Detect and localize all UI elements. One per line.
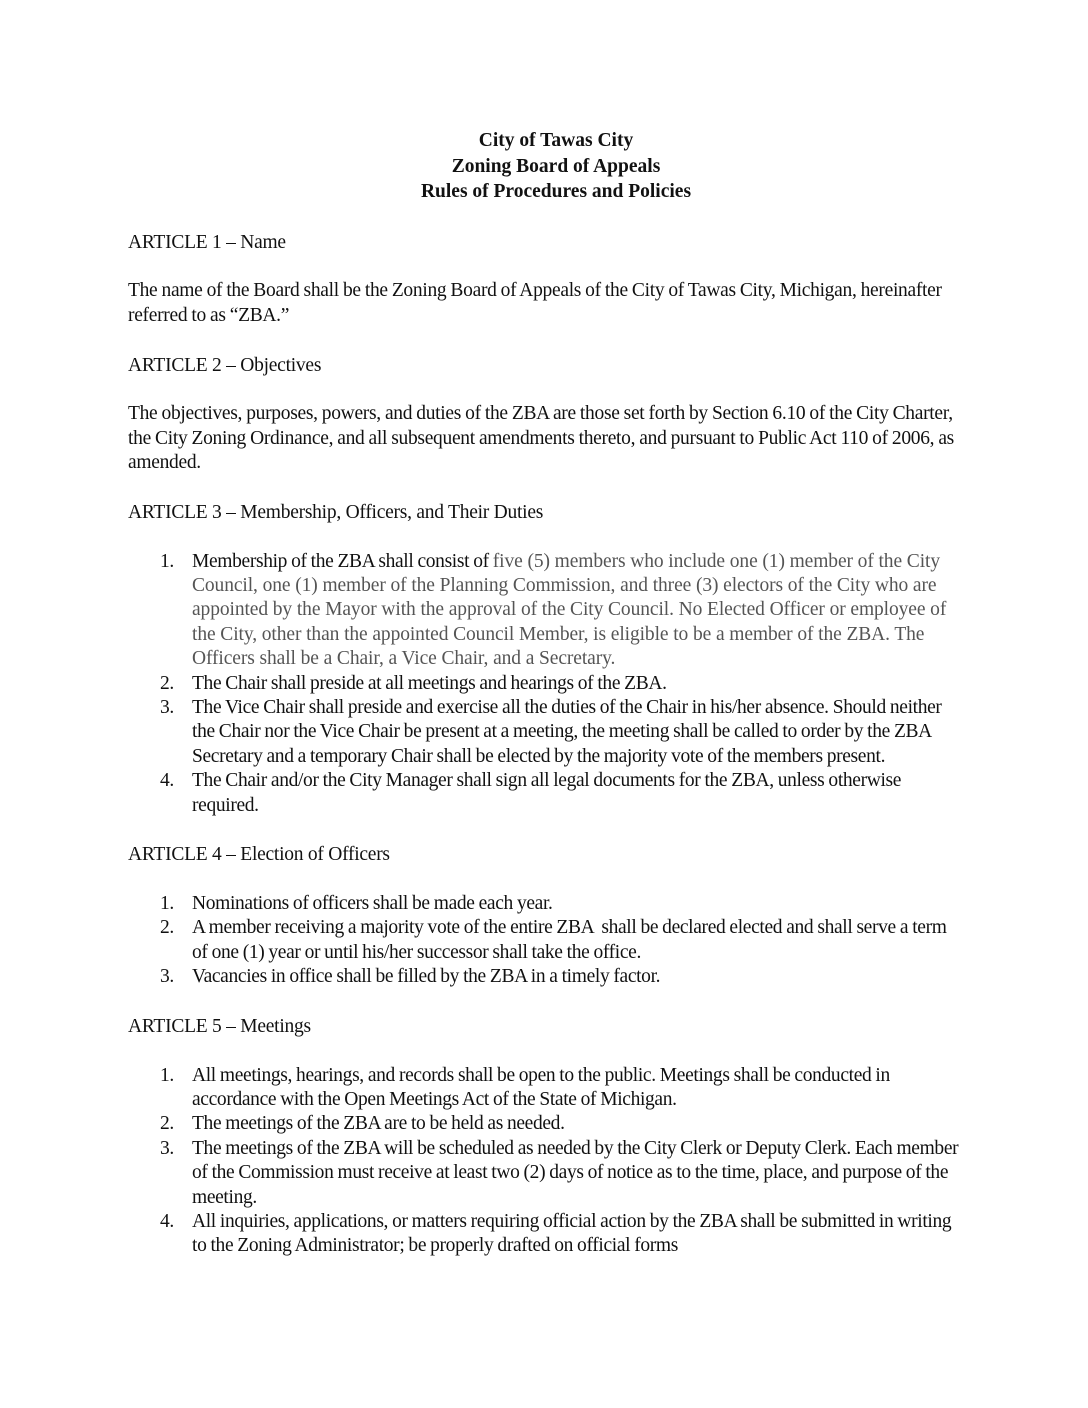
list-number: 2.	[160, 672, 174, 694]
article-3	[128, 500, 964, 818]
article-heading: ARTICLE 4 – Election of Officers	[128, 844, 390, 866]
list-number: 1.	[160, 892, 174, 914]
document-page	[128, 128, 964, 1283]
list-number: 2.	[160, 1113, 174, 1135]
article-4	[128, 842, 964, 989]
list-text: The Chair and/or the City Manager shall sign all legal documents for the ZBA, unless otherwise required.	[192, 770, 902, 816]
article-paragraph: The objectives, purposes, powers, and duties of the ZBA are those set forth by Section 6.10 of the City Charter, the City Zoning Ordinance, and all subsequent amendments thereto, and pursuant to Public Act 110 of 2006, as amended.	[128, 403, 954, 473]
list-number: 1.	[160, 1064, 174, 1086]
list-text: The meetings of the ZBA are to be held as needed.	[192, 1113, 565, 1135]
list-item	[128, 1210, 964, 1259]
list-item	[128, 769, 964, 818]
list-item	[128, 672, 964, 696]
article-heading: ARTICLE 1 – Name	[128, 231, 286, 253]
list-text-dark: Membership of the ZBA shall consist of	[192, 550, 493, 572]
article-list	[128, 550, 964, 818]
article-list	[128, 1064, 964, 1259]
list-text: The meetings of the ZBA will be scheduled as needed by the City Clerk or Deputy Clerk. Each member of the Commission must receive at least two (2) days of notice as to the time, place, and purpose of the meeting.	[192, 1137, 959, 1208]
list-number: 4.	[160, 1211, 174, 1233]
title-line-board: Zoning Board of Appeals	[451, 155, 661, 177]
title-line-rules: Rules of Procedures and Policies	[420, 181, 692, 202]
article-paragraph: The name of the Board shall be the Zoning Board of Appeals of the City of Tawas City, Michigan, hereinafter referred to as “ZBA.”	[128, 280, 942, 326]
list-text: All inquiries, applications, or matters requiring official action by the ZBA shall be submitted in writing to the Zoning Administrator; be properly drafted on official forms	[192, 1211, 952, 1257]
list-number: 1.	[160, 550, 174, 572]
article-1	[128, 230, 964, 329]
list-item	[128, 550, 964, 672]
list-item	[128, 965, 964, 989]
list-item	[128, 1137, 964, 1210]
list-text: The Vice Chair shall preside and exercise all the duties of the Chair in his/her absence. Should neither the Chair nor the Vice Chair be present at a meeting, the meeting shall be called to order by the ZBA Secretary and a temporary Chair shall be elected by the majority vote of the members present.	[192, 696, 942, 767]
list-item	[128, 696, 964, 769]
document-title	[128, 128, 964, 205]
list-text: A member receiving a majority vote of the entire ZBA shall be declared elected and shall serve a term of one (1) year or until his/her successor shall take the office.	[192, 917, 951, 963]
list-item	[128, 1112, 964, 1136]
title-line-city: City of Tawas City	[478, 130, 634, 151]
list-number: 4.	[160, 770, 174, 792]
list-number: 3.	[160, 966, 174, 988]
list-number: 2.	[160, 917, 174, 939]
article-heading: ARTICLE 5 – Meetings	[128, 1016, 311, 1038]
list-text: Nominations of officers shall be made each year.	[192, 892, 553, 914]
article-2	[128, 353, 964, 476]
article-heading: ARTICLE 2 – Objectives	[128, 354, 322, 376]
list-item	[128, 916, 964, 965]
article-5	[128, 1014, 964, 1259]
list-text: Vacancies in office shall be filled by the ZBA in a timely factor.	[192, 966, 661, 988]
list-item	[128, 892, 964, 916]
list-text-grey: five (5) members who include one (1) member of the City Council, one (1) member of the Planning Commission, and three (3) electors of the City who are appointed by the Mayor with the approval of the City Council. No Elected Officer or employee of the City, other than the appointed Council Member, is eligible to be a member of the ZBA. The Officers shall be a Chair, a Vice Chair, and a Secretary.	[192, 550, 947, 670]
list-text: The Chair shall preside at all meetings and hearings of the ZBA.	[192, 672, 667, 694]
list-text: All meetings, hearings, and records shall be open to the public. Meetings shall be conducted in accordance with the Open Meetings Act of the State of Michigan.	[192, 1064, 890, 1110]
list-number: 3.	[160, 1137, 174, 1159]
article-heading: ARTICLE 3 – Membership, Officers, and Their Duties	[128, 502, 544, 523]
list-item	[128, 1064, 964, 1113]
list-number: 3.	[160, 696, 174, 718]
article-list	[128, 892, 964, 990]
